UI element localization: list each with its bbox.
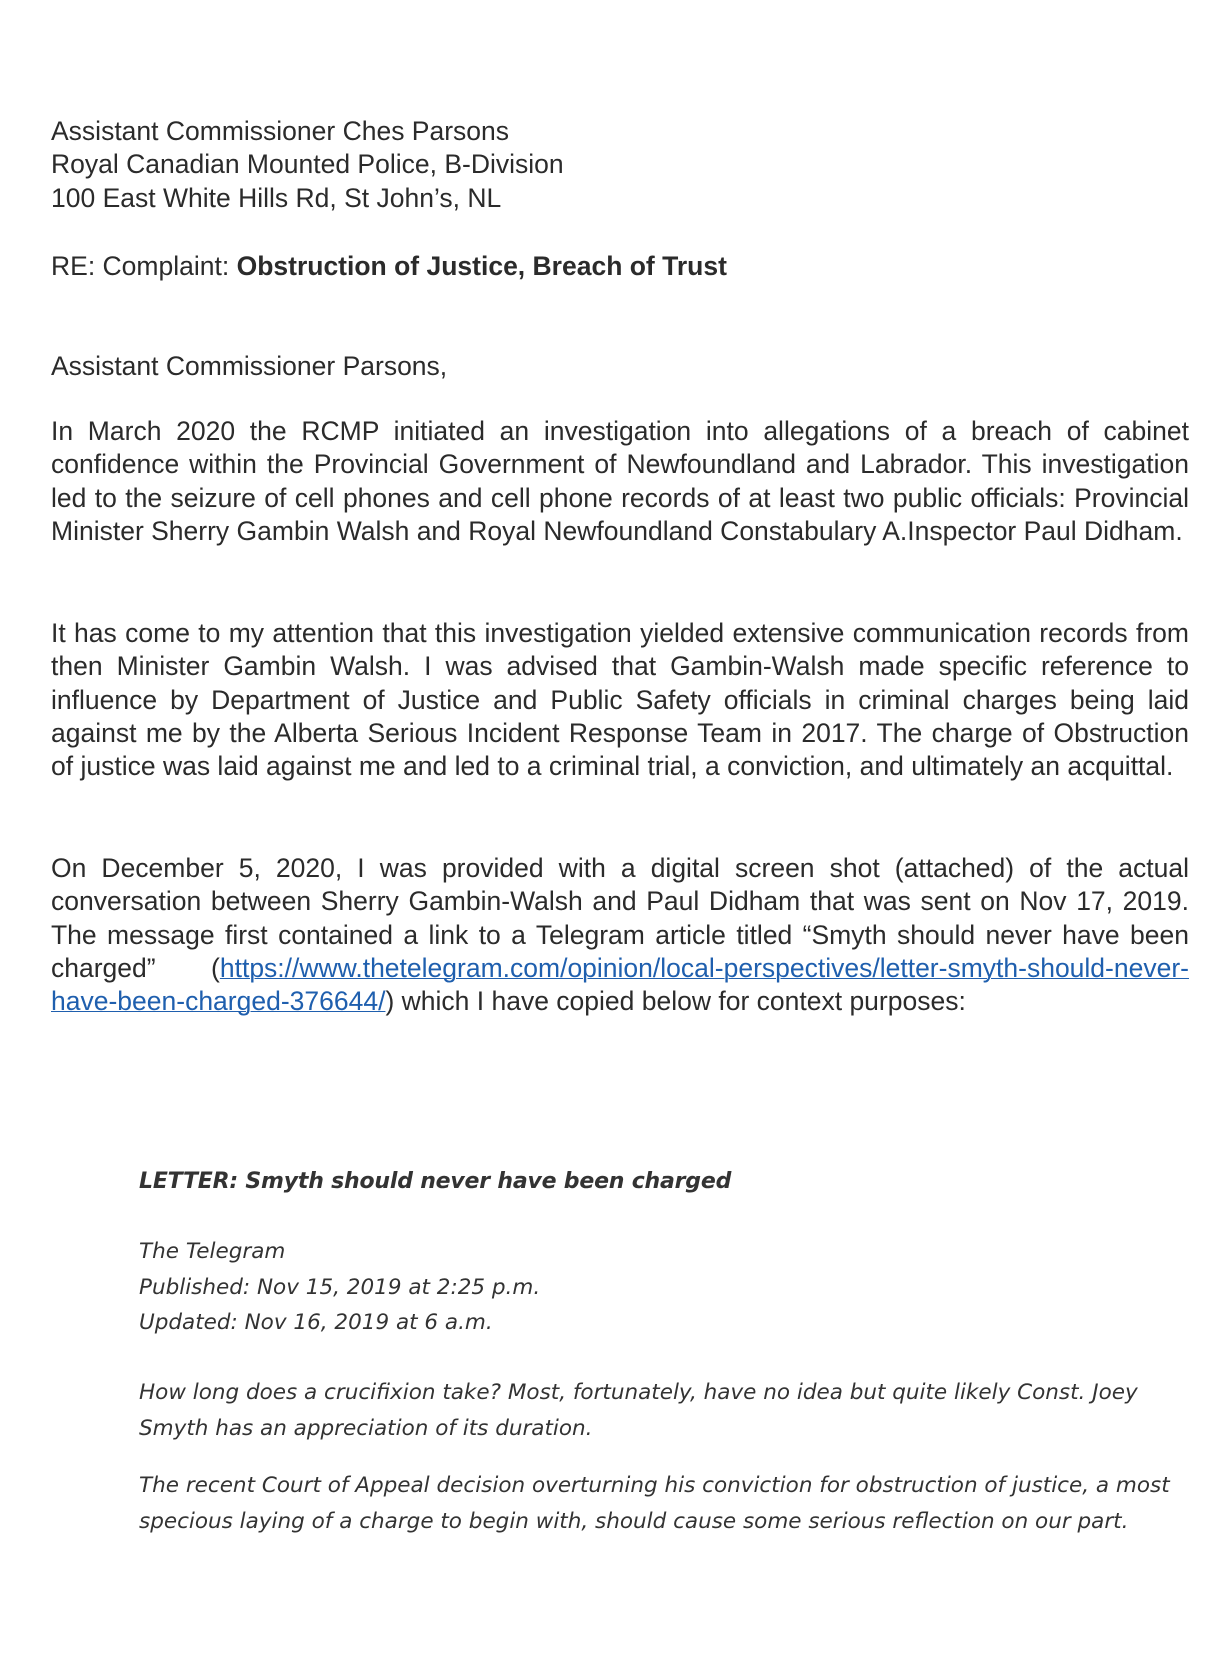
recipient-street-address: 100 East White Hills Rd, St John’s, NL <box>51 182 502 213</box>
subject-line <box>51 250 1189 283</box>
quoted-article-paragraph-2: The recent Court of Appeal decision overturning his conviction for obstruction of justice, a most specious laying of a charge to begin with, should cause some serious reflection on our part. <box>139 1473 1170 1534</box>
subject-bold: Obstruction of Justice, Breach of Trust <box>236 251 727 281</box>
paragraph-3-text-after-link: ) which I have copied below for context purposes: <box>385 986 966 1017</box>
paragraph-3-text-before-link: On December 5, 2020, I was provided with a digital screen shot (attached) of the actual conversation between Sherry Gambin-Walsh and Paul Didham that was sent on Nov 17, 2019. The message first contained a link to a Telegram article titled “Smyth should never have been charged” ( <box>51 853 1189 983</box>
recipient-organization: Royal Canadian Mounted Police, B-Division <box>51 149 564 180</box>
body-paragraph-2: It has come to my attention that this investigation yielded extensive communication records from then Minister Gambin Walsh. I was advised that Gambin-Walsh made specific reference to influence by Department of Justice and Public Safety officials in criminal charges being laid against me by the Alberta Serious Incident Response Team in 2017. The charge of Obstruction of justice was laid against me and led to a criminal trial, a conviction, and ultimately an acquittal. <box>51 618 1189 782</box>
quoted-article-updated: Updated: Nov 16, 2019 at 6 a.m. <box>139 1310 493 1335</box>
quoted-article-title: LETTER: Smyth should never have been charged <box>139 1169 732 1194</box>
body-paragraph-1: In March 2020 the RCMP initiated an investigation into allegations of a breach of cabinet confidence within the Provincial Government of Newfoundland and Labrador. This investigation led to the seizure of cell phones and cell phone records of at least two public officials: Provincial Minister Sherry Gambin Walsh and Royal Newfoundland Constabulary A.Inspector Paul Didham. <box>51 416 1189 546</box>
subject-prefix: RE: Complaint: <box>51 251 237 281</box>
body-paragraph-3 <box>51 852 1189 1018</box>
quoted-article-source: The Telegram <box>139 1239 286 1264</box>
quoted-article-published: Published: Nov 15, 2019 at 2:25 p.m. <box>139 1274 541 1300</box>
recipient-name: Assistant Commissioner Ches Parsons <box>51 116 510 146</box>
recipient-address-block <box>51 115 1189 215</box>
telegram-article-link[interactable]: https://www.thetelegram.com/opinion/local-perspectives/letter-smyth-should-never-have-been-charged-376644/ <box>51 952 1189 1017</box>
quoted-article-paragraph-1: How long does a crucifixion take? Most, fortunately, have no idea but quite likely Const. Joey Smyth has an appreciation of its duration. <box>139 1380 1138 1441</box>
salutation: Assistant Commissioner Parsons, <box>51 351 448 381</box>
quoted-article-meta <box>139 1234 1189 1341</box>
